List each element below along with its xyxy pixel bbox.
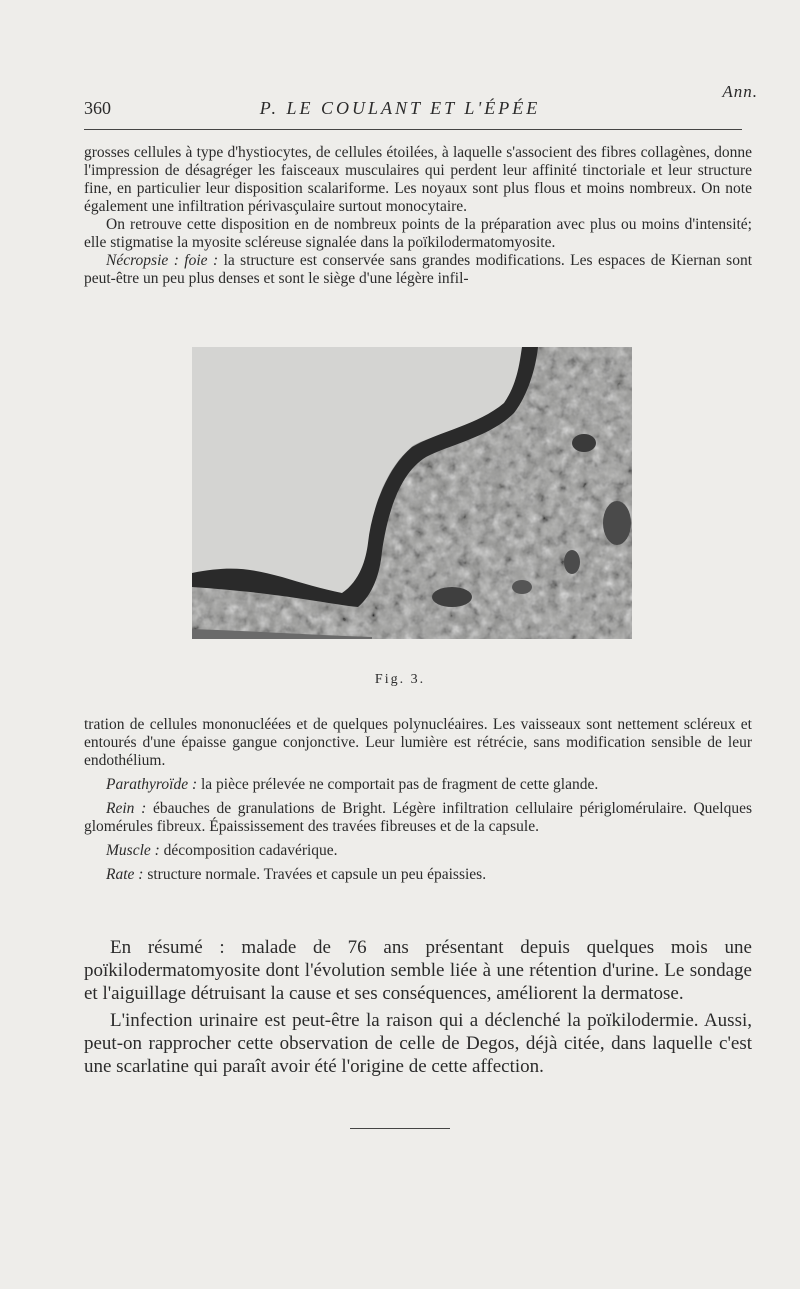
organ-rate bbox=[84, 866, 752, 884]
summary-paragraph: En résumé : malade de 76 ans présentant depuis quelques mois une poïkilodermatomyosite dont l'évolution semble liée à une rétention d'urine. Le sondage et l'aiguillage détruisant la cause et ses conséquences, améliorent la dermatose. bbox=[84, 937, 752, 1004]
histology-micrograph bbox=[192, 347, 632, 639]
end-rule bbox=[350, 1128, 450, 1129]
section-text: la structure est conservée sans grandes modifications. Les espaces de Kiernan sont peut-être un peu plus denses et sont le siège d'une légère infil- bbox=[84, 252, 753, 287]
top-text-block bbox=[84, 144, 752, 288]
necropsie-paragraph bbox=[84, 252, 752, 288]
paragraph: tration de cellules mononucléées et de quelques polynucléaires. Les vaisseaux sont nettement scléreux et entourés d'une épaisse gangue conjonctive. Leur lumière est rétrécie, sans modification sensible de leur endothélium. bbox=[84, 716, 752, 769]
summary-paragraph: L'infection urinaire est peut-être la raison qui a déclenché la poïkilodermie. Aussi, peut-on rapprocher cette observation de celle de Degos, déjà citée, dans laquelle c'est une scarlatine qui paraît avoir été l'origine de cette affection. bbox=[84, 1010, 752, 1077]
section-label: Nécropsie : foie : bbox=[106, 252, 219, 269]
header-rule bbox=[84, 129, 742, 130]
continuation-block bbox=[84, 716, 752, 884]
page-number: 360 bbox=[84, 98, 111, 118]
organ-label: Parathyroïde : bbox=[106, 776, 198, 793]
organ-label: Muscle : bbox=[106, 842, 160, 859]
running-title: P. LE COULANT ET L'ÉPÉE bbox=[259, 98, 541, 118]
organ-parathyroide bbox=[84, 776, 752, 794]
figure-caption: Fig. 3. bbox=[374, 672, 426, 687]
paragraph: grosses cellules à type d'hystiocytes, de cellules étoilées, à laquelle s'associent des fibres collagènes, donne l'impression de désagréger les faisceaux musculaires qui perdent leur affinité tinctoriale et leur structure fine, en particulier leur disposition scalariforme. Les noyaux sont plus flous et moins nombreux. On note également une infiltration périvasçulaire surtout monocytaire. bbox=[84, 144, 752, 215]
organ-muscle bbox=[84, 842, 752, 860]
journal-abbrev: Ann. bbox=[722, 82, 758, 101]
organ-label: Rein : bbox=[106, 800, 147, 817]
organ-label: Rate : bbox=[106, 866, 144, 883]
organ-rein bbox=[84, 800, 752, 836]
organ-text: la pièce prélevée ne comportait pas de fragment de cette glande. bbox=[197, 776, 599, 793]
organ-text: ébauches de granulations de Bright. Légère infiltration cellulaire périglomérulaire. Quelques glomérules fibreux. Épaississement des travées fibreuses et de la capsule. bbox=[84, 800, 752, 835]
organ-text: décomposition cadavérique. bbox=[159, 842, 338, 859]
summary-block bbox=[84, 936, 752, 1078]
organ-text: structure normale. Travées et capsule un peu épaissies. bbox=[143, 866, 487, 883]
paragraph: On retrouve cette disposition en de nombreux points de la préparation avec plus ou moins d'intensité; elle stigmatise la myosite scléreuse signalée dans la poïkilodermatomyosite. bbox=[84, 216, 752, 251]
